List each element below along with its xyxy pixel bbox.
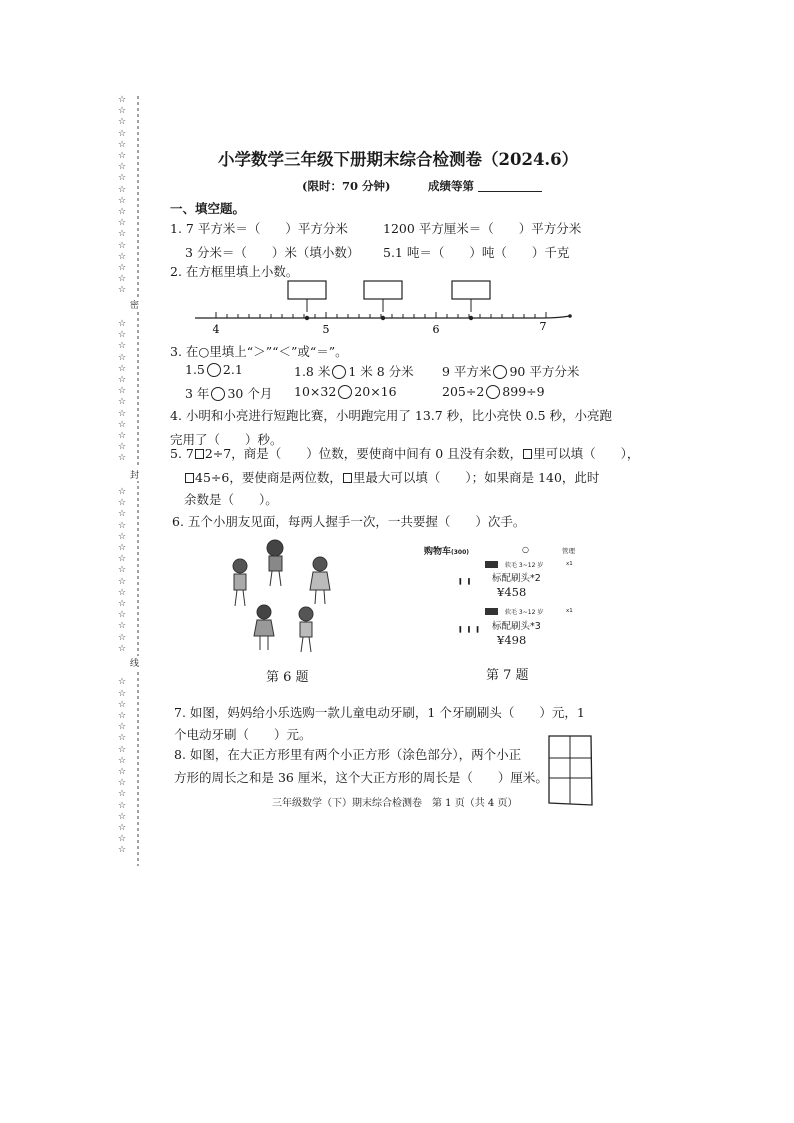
- margin-star-icon: ☆: [118, 699, 127, 710]
- product-badge: [485, 561, 498, 568]
- margin-star-icon: ☆: [118, 800, 127, 811]
- q3-item-1: 1.5 2.1: [185, 362, 243, 377]
- q1-line2a: 3 分米＝（ ）米（填小数）: [185, 245, 360, 260]
- margin-star-icon: ☆: [118, 285, 127, 296]
- margin-star-icon: ☆: [118, 128, 127, 139]
- margin-star-icon: ☆: [118, 117, 127, 128]
- margin-star-icon: ☆: [118, 453, 127, 464]
- margin-star-icon: ☆: [118, 330, 127, 341]
- q3-text: 3. 在○里填上“＞”“＜”或“＝”。: [170, 344, 348, 359]
- item1-price: ¥458: [497, 585, 527, 599]
- cart-title-row: [424, 544, 469, 557]
- q3-item-5: 10×32 20×16: [294, 384, 397, 399]
- answer-box-1[interactable]: [288, 281, 326, 299]
- margin-star-icon: ☆: [118, 274, 127, 285]
- page-footer: 三年级数学（下）期末综合检测卷 第 1 页（共 4 页）: [272, 798, 518, 809]
- q8-line2: 方形的周长之和是 36 厘米，这个大正方形的周长是（ ）厘米。: [174, 770, 548, 785]
- margin-star-icon: ☆: [118, 207, 127, 217]
- item1-spec: 软毛 3~12 岁: [505, 562, 544, 569]
- cart-manage: 管理: [562, 547, 575, 555]
- digit-box[interactable]: [195, 449, 204, 459]
- product-badge: [485, 608, 498, 615]
- margin-star-icon: ☆: [118, 711, 127, 721]
- margin-star-icon: ☆: [118, 733, 127, 744]
- cart-title: 购物车: [424, 547, 452, 557]
- compare-circle[interactable]: [207, 363, 221, 377]
- margin-star-icon: ☆: [118, 643, 127, 654]
- margin-star-icon: ☆: [118, 587, 127, 598]
- item1-name: 标配刷头*2: [492, 573, 541, 584]
- margin-star-icon: ☆: [118, 218, 127, 229]
- square-figure: [546, 733, 594, 807]
- margin-star-icon: ☆: [118, 229, 127, 240]
- cart-circle-icon: ○: [522, 545, 529, 554]
- margin-star-icon: ☆: [118, 543, 127, 553]
- margin-star-icon: ☆: [118, 823, 127, 833]
- q3-item-6: 205÷2 899÷9: [442, 384, 545, 399]
- margin-star-icon: ☆: [118, 397, 127, 408]
- exam-title: 小学数学三年级下册期末综合检测卷（2024.6）: [218, 150, 579, 169]
- margin-star-icon: ☆: [118, 363, 127, 374]
- section-heading: 一、填空题。: [170, 201, 246, 216]
- margin-star-icon: ☆: [118, 442, 127, 453]
- answer-box-2[interactable]: [364, 281, 402, 299]
- margin-star-icon: ☆: [118, 251, 127, 262]
- margin-star-icon: ☆: [118, 184, 127, 195]
- item2-price: ¥498: [497, 633, 527, 647]
- child-figure: [233, 559, 247, 606]
- margin-star-icon: ☆: [118, 95, 127, 105]
- margin-star-icon: ☆: [118, 240, 127, 251]
- margin-star-icon: ☆: [118, 509, 127, 520]
- margin-star-icon: ☆: [118, 845, 127, 856]
- q1-line1b: 1200 平方厘米＝（ ）平方分米: [383, 221, 582, 236]
- item2-qty: x1: [566, 608, 573, 614]
- margin-star-icon: ☆: [118, 576, 127, 587]
- toothbrush-heads-icon: ╻╻╻: [457, 620, 483, 633]
- margin-star-icon: ☆: [118, 677, 127, 688]
- margin-star-icon: ☆: [118, 173, 127, 184]
- margin-star-icon: ☆: [118, 789, 127, 800]
- child-figure: [267, 540, 283, 586]
- child-figure: [254, 605, 274, 650]
- compare-circle[interactable]: [486, 385, 500, 399]
- margin-star-icon: ☆: [118, 263, 127, 273]
- digit-box[interactable]: [185, 473, 194, 483]
- tick-label-7: 7: [539, 320, 547, 333]
- item2-name: 标配刷头*3: [492, 621, 541, 632]
- answer-box-3[interactable]: [452, 281, 490, 299]
- q3-item-2: 1.8 米 1 米 8 分米: [294, 364, 414, 379]
- q2-text: 2. 在方框里填上小数。: [170, 264, 299, 279]
- margin-star-icon: ☆: [118, 755, 127, 766]
- margin-star-icon: ☆: [118, 408, 127, 419]
- number-line: [190, 278, 580, 338]
- margin-star-icon: ☆: [118, 834, 127, 845]
- margin-star-icon: ☆: [118, 632, 127, 643]
- q6-text: 6. 五个小朋友见面，每两人握手一次，一共要握（ ）次手。: [172, 514, 526, 529]
- margin-star-icon: ☆: [118, 531, 127, 542]
- grade-label-row: [428, 178, 542, 194]
- compare-circle[interactable]: [493, 365, 507, 379]
- margin-star-icon: ☆: [118, 341, 127, 352]
- margin-star-icon: ☆: [118, 565, 127, 576]
- margin-star-icon: ☆: [118, 520, 127, 531]
- compare-circle[interactable]: [338, 385, 352, 399]
- tick-label-4: 4: [212, 323, 220, 336]
- margin-star-icon: ☆: [118, 162, 127, 173]
- margin-star-icon: ☆: [118, 375, 127, 385]
- q1-line2b: 5.1 吨＝（ ）吨（ ）千克: [383, 245, 570, 260]
- margin-star-icon: ☆: [118, 352, 127, 363]
- q3-item-4: 3 年 30 个月: [185, 386, 273, 401]
- binding-margin: [116, 96, 142, 866]
- margin-star-icon: ☆: [118, 431, 127, 441]
- margin-star-icon: ☆: [118, 811, 127, 822]
- tick-label-6: 6: [432, 323, 440, 336]
- q4-line2: 完用了（ ）秒。: [170, 432, 283, 447]
- margin-star-icon: ☆: [118, 688, 127, 699]
- q1-line1a: 1. 7 平方米＝（ ）平方分米: [170, 221, 348, 236]
- grade-label: 成绩等第: [428, 179, 474, 193]
- binding-char-xian: 线: [130, 656, 139, 669]
- child-figure: [310, 557, 330, 604]
- child-figure: [299, 607, 313, 652]
- binding-char-feng: 封: [130, 468, 139, 481]
- toothbrush-heads-icon: ╻╻: [457, 572, 475, 585]
- margin-star-icon: ☆: [118, 778, 127, 789]
- margin-star-icon: ☆: [118, 386, 127, 397]
- margin-star-icon: ☆: [118, 744, 127, 755]
- margin-star-icon: ☆: [118, 487, 127, 497]
- margin-star-icon: ☆: [118, 621, 127, 632]
- margin-star-icon: ☆: [118, 599, 127, 609]
- q8-line1: 8. 如图，在大正方形里有两个小正方形（涂色部分），两个小正: [174, 747, 522, 762]
- margin-star-icon: ☆: [118, 610, 127, 621]
- item2-spec: 软毛 3~12 岁: [505, 609, 544, 616]
- compare-circle[interactable]: [332, 365, 346, 379]
- q5-line2: 45÷6，要使商是两位数， 里最大可以填（ ）；如果商是 140，此时: [184, 468, 599, 486]
- margin-star-icon: ☆: [118, 767, 127, 777]
- margin-star-icon: ☆: [118, 319, 127, 329]
- q6-caption: 第 6 题: [266, 670, 309, 685]
- binding-char-mi: 密: [130, 298, 139, 311]
- tick-label-5: 5: [322, 323, 330, 336]
- margin-star-icon: ☆: [118, 498, 127, 509]
- q7-caption: 第 7 题: [486, 668, 529, 683]
- margin-star-icon: ☆: [118, 554, 127, 565]
- q5-line1: 5. 7 2÷7，商是（ ）位数，要使商中间有 0 且没有余数， 里可以填（ ），: [170, 446, 640, 461]
- q3-item-3: 9 平方米 90 平方分米: [442, 364, 580, 379]
- q5-line3: 余数是（ ）。: [184, 492, 278, 507]
- time-limit: (限时：70 分钟): [302, 179, 391, 193]
- margin-star-icon: ☆: [118, 139, 127, 150]
- digit-box[interactable]: [343, 473, 352, 483]
- cart-count: (300): [451, 549, 470, 556]
- item1-qty: x1: [566, 561, 573, 567]
- q7-line2: 个电动牙刷（ ）元。: [174, 727, 312, 742]
- grade-blank[interactable]: [478, 180, 542, 192]
- children-illustration: [220, 536, 360, 658]
- q7-line1: 7. 如图，妈妈给小乐选购一款儿童电动牙刷，1 个牙刷刷头（ ）元，1: [174, 705, 585, 720]
- q4-line1: 4. 小明和小亮进行短跑比赛，小明跑完用了 13.7 秒，比小亮快 0.5 秒，小亮跑: [170, 408, 613, 423]
- digit-box[interactable]: [523, 449, 532, 459]
- margin-star-icon: ☆: [118, 195, 127, 206]
- margin-star-icon: ☆: [118, 419, 127, 430]
- margin-star-icon: ☆: [118, 151, 127, 161]
- compare-circle[interactable]: [211, 387, 225, 401]
- margin-star-icon: ☆: [118, 722, 127, 733]
- margin-star-icon: ☆: [118, 106, 127, 117]
